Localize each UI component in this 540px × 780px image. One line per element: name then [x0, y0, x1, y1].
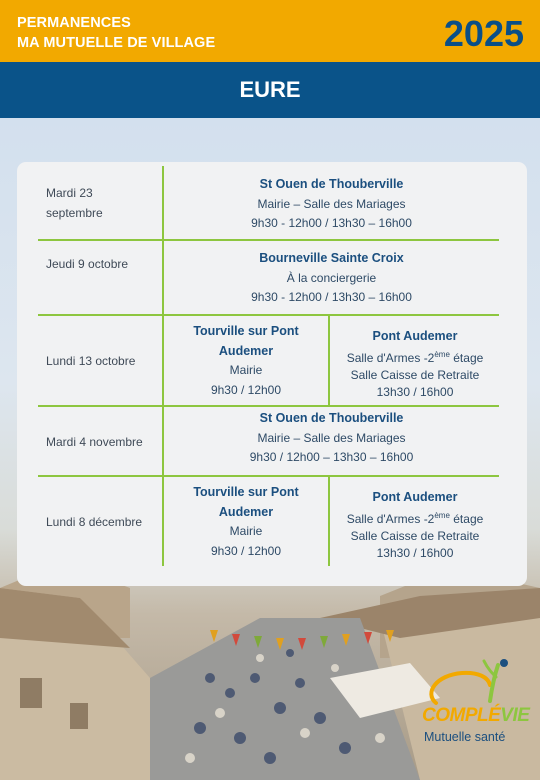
schedule-date	[46, 183, 103, 223]
schedule-entry	[164, 409, 499, 468]
location-superscript: ème	[434, 350, 450, 359]
schedule-date: Lundi 8 décembre	[46, 515, 143, 529]
schedule-entry-left	[164, 483, 328, 561]
location-text: À la conciergerie	[286, 270, 377, 285]
location-text: Mairie	[229, 363, 263, 377]
schedule-card	[17, 162, 527, 586]
schedule-entry	[164, 175, 499, 234]
year-label: 2025	[443, 13, 524, 54]
location-superscript: ème	[434, 511, 450, 520]
schedule-entry	[164, 249, 499, 308]
location-text: Mairie – Salle des Mariages	[257, 430, 406, 445]
location-text	[330, 346, 500, 367]
logo-wordmark-part1: COMPLÉ	[422, 705, 501, 726]
location-text	[330, 507, 500, 528]
hours-text: 9h30 / 12h00	[210, 543, 282, 558]
header-title-line2: MA MUTUELLE DE VILLAGE	[17, 35, 216, 51]
header-title-line1: PERMANENCES	[17, 15, 131, 31]
date-line: Mardi 23	[46, 186, 93, 200]
region-band	[0, 62, 540, 118]
place-name: Tourville sur Pont	[193, 485, 299, 499]
hours-text: 9h30 / 12h00 – 13h30 – 16h00	[249, 450, 414, 464]
place-name: Audemer	[218, 343, 274, 358]
location-suffix: étage	[449, 351, 484, 365]
place-name: Tourville sur Pont	[193, 324, 299, 338]
schedule-entry-left	[164, 322, 328, 400]
region-title: EURE	[239, 77, 301, 102]
complevie-logo	[418, 655, 528, 755]
location-text: Salle Caisse de Retraite	[350, 368, 480, 382]
location-text: Mairie	[229, 524, 263, 538]
place-name: Audemer	[218, 504, 274, 519]
schedule-date: Jeudi 9 octobre	[46, 257, 129, 271]
place-name: Bourneville Sainte Croix	[259, 251, 404, 265]
location-prefix: Salle d'Armes -2	[346, 351, 435, 365]
hours-text: 9h30 / 12h00	[210, 382, 282, 397]
place-name: St Ouen de Thouberville	[259, 177, 404, 191]
row-divider	[38, 314, 499, 316]
schedule-entry-right	[330, 487, 500, 562]
place-name: Pont Audemer	[372, 490, 458, 504]
row-divider	[38, 405, 499, 407]
location-text: Mairie – Salle des Mariages	[257, 196, 406, 211]
location-prefix: Salle d'Armes -2	[346, 512, 435, 526]
row-divider	[38, 239, 499, 241]
date-line: septembre	[46, 206, 103, 220]
schedule-date: Lundi 13 octobre	[46, 354, 136, 368]
header-banner	[0, 0, 540, 62]
hours-text: 13h30 / 16h00	[376, 385, 454, 399]
logo-tagline: Mutuelle santé	[424, 730, 506, 744]
schedule-date: Mardi 4 novembre	[46, 435, 143, 449]
place-name: St Ouen de Thouberville	[259, 411, 404, 425]
schedule-entry-right	[330, 326, 500, 401]
location-text: Salle Caisse de Retraite	[350, 529, 480, 543]
hours-text: 9h30 - 12h00 / 13h30 – 16h00	[251, 216, 412, 230]
row-divider	[38, 475, 499, 477]
logo-wordmark-part2: VIE	[500, 705, 530, 726]
logo-wordmark	[422, 705, 529, 727]
location-suffix: étage	[449, 512, 484, 526]
hours-text: 9h30 - 12h00 / 13h30 – 16h00	[251, 290, 412, 304]
hours-text: 13h30 / 16h00	[376, 546, 454, 560]
place-name: Pont Audemer	[372, 329, 458, 343]
